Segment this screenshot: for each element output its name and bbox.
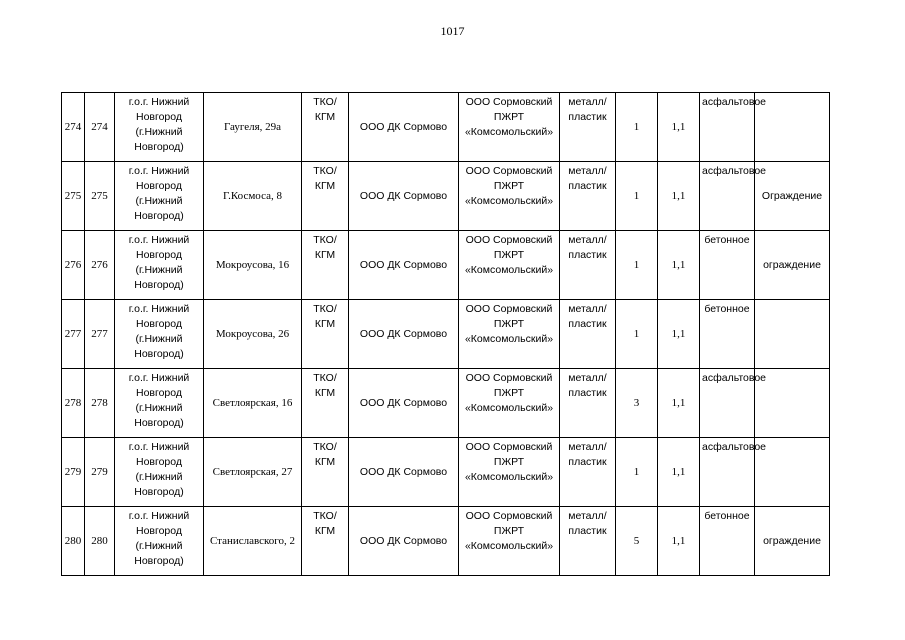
cell-container-volume: 1,1	[658, 507, 700, 576]
table-row	[62, 162, 830, 231]
cell-waste-type: ТКО/КГМ	[302, 300, 349, 369]
cell-site-number: 279	[85, 438, 115, 507]
cell-container-count: 1	[616, 300, 658, 369]
table-row	[62, 438, 830, 507]
cell-operator: ООО Сормовский ПЖРТ «Комсомольский»	[459, 93, 560, 162]
cell-surface: асфальтовое	[700, 93, 755, 162]
waste-site-table	[61, 92, 830, 576]
table-row	[62, 93, 830, 162]
cell-manager: ООО ДК Сормово	[349, 231, 459, 300]
cell-fence: ограждение	[755, 231, 830, 300]
cell-fence: Ограждение	[755, 162, 830, 231]
cell-row-number: 277	[62, 300, 85, 369]
cell-address: Гаугеля, 29а	[204, 93, 302, 162]
cell-manager: ООО ДК Сормово	[349, 369, 459, 438]
cell-manager: ООО ДК Сормово	[349, 162, 459, 231]
cell-manager: ООО ДК Сормово	[349, 438, 459, 507]
cell-container-material: металл/пластик	[560, 507, 616, 576]
cell-operator: ООО Сормовский ПЖРТ «Комсомольский»	[459, 507, 560, 576]
cell-site-number: 276	[85, 231, 115, 300]
cell-operator: ООО Сормовский ПЖРТ «Комсомольский»	[459, 300, 560, 369]
cell-surface: асфальтовое	[700, 162, 755, 231]
cell-container-count: 3	[616, 369, 658, 438]
cell-waste-type: ТКО/КГМ	[302, 438, 349, 507]
cell-waste-type: ТКО/КГМ	[302, 231, 349, 300]
cell-site-number: 280	[85, 507, 115, 576]
cell-settlement: г.о.г. Нижний Новгород (г.Нижний Новгород)	[115, 438, 204, 507]
cell-operator: ООО Сормовский ПЖРТ «Комсомольский»	[459, 438, 560, 507]
cell-settlement: г.о.г. Нижний Новгород (г.Нижний Новгород)	[115, 162, 204, 231]
cell-row-number: 278	[62, 369, 85, 438]
cell-address: Светлоярская, 27	[204, 438, 302, 507]
cell-settlement: г.о.г. Нижний Новгород (г.Нижний Новгород)	[115, 300, 204, 369]
cell-row-number: 275	[62, 162, 85, 231]
cell-address: Станиславского, 2	[204, 507, 302, 576]
cell-waste-type: ТКО/КГМ	[302, 93, 349, 162]
cell-waste-type: ТКО/КГМ	[302, 369, 349, 438]
cell-container-volume: 1,1	[658, 438, 700, 507]
cell-container-count: 1	[616, 231, 658, 300]
cell-settlement: г.о.г. Нижний Новгород (г.Нижний Новгород)	[115, 369, 204, 438]
table-body	[62, 93, 830, 576]
cell-settlement: г.о.г. Нижний Новгород (г.Нижний Новгород)	[115, 231, 204, 300]
cell-settlement: г.о.г. Нижний Новгород (г.Нижний Новгород)	[115, 507, 204, 576]
cell-container-volume: 1,1	[658, 300, 700, 369]
cell-container-count: 1	[616, 93, 658, 162]
cell-container-material: металл/пластик	[560, 369, 616, 438]
cell-container-material: металл/пластик	[560, 162, 616, 231]
cell-operator: ООО Сормовский ПЖРТ «Комсомольский»	[459, 231, 560, 300]
cell-waste-type: ТКО/КГМ	[302, 162, 349, 231]
cell-container-material: металл/пластик	[560, 438, 616, 507]
table-row	[62, 231, 830, 300]
cell-row-number: 276	[62, 231, 85, 300]
cell-site-number: 277	[85, 300, 115, 369]
cell-fence: ограждение	[755, 507, 830, 576]
table-row	[62, 300, 830, 369]
cell-container-volume: 1,1	[658, 162, 700, 231]
cell-surface: бетонное	[700, 231, 755, 300]
cell-site-number: 278	[85, 369, 115, 438]
cell-container-count: 1	[616, 438, 658, 507]
cell-surface: асфальтовое	[700, 438, 755, 507]
table-row	[62, 369, 830, 438]
cell-row-number: 279	[62, 438, 85, 507]
cell-container-material: металл/пластик	[560, 300, 616, 369]
cell-surface: асфальтовое	[700, 369, 755, 438]
cell-row-number: 280	[62, 507, 85, 576]
cell-operator: ООО Сормовский ПЖРТ «Комсомольский»	[459, 369, 560, 438]
cell-row-number: 274	[62, 93, 85, 162]
cell-container-volume: 1,1	[658, 231, 700, 300]
cell-address: Светлоярская, 16	[204, 369, 302, 438]
cell-operator: ООО Сормовский ПЖРТ «Комсомольский»	[459, 162, 560, 231]
cell-manager: ООО ДК Сормово	[349, 93, 459, 162]
table-row	[62, 507, 830, 576]
cell-container-material: металл/пластик	[560, 231, 616, 300]
cell-site-number: 275	[85, 162, 115, 231]
cell-waste-type: ТКО/КГМ	[302, 507, 349, 576]
cell-fence	[755, 300, 830, 369]
cell-container-count: 1	[616, 162, 658, 231]
cell-manager: ООО ДК Сормово	[349, 507, 459, 576]
page-number: 1017	[440, 24, 465, 38]
cell-address: Мокроусова, 26	[204, 300, 302, 369]
cell-address: Г.Космоса, 8	[204, 162, 302, 231]
cell-settlement: г.о.г. Нижний Новгород (г.Нижний Новгород)	[115, 93, 204, 162]
cell-container-material: металл/пластик	[560, 93, 616, 162]
cell-manager: ООО ДК Сормово	[349, 300, 459, 369]
cell-surface: бетонное	[700, 300, 755, 369]
cell-address: Мокроусова, 16	[204, 231, 302, 300]
cell-container-volume: 1,1	[658, 93, 700, 162]
cell-site-number: 274	[85, 93, 115, 162]
cell-surface: бетонное	[700, 507, 755, 576]
cell-container-count: 5	[616, 507, 658, 576]
cell-container-volume: 1,1	[658, 369, 700, 438]
